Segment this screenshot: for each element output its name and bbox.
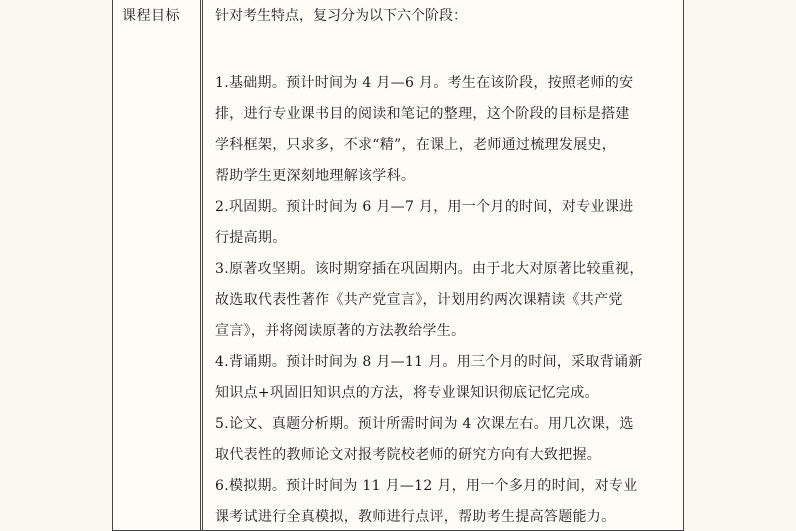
course-table	[112, 0, 684, 531]
stages-list	[215, 68, 677, 531]
stage-paragraph	[215, 68, 677, 192]
stage-line: 1.基础期。预计时间为 4 月—6 月。考生在该阶段，按照老师的安	[215, 75, 634, 91]
stage-line: 排，进行专业课书目的阅读和笔记的整理，这个阶段的目标是搭建	[215, 106, 630, 122]
stage-paragraph	[215, 192, 677, 254]
stage-paragraph	[215, 409, 677, 471]
stage-line: 故选取代表性著作《共产党宣言》，计划用约两次课精读《共产党	[215, 292, 623, 308]
stage-paragraph	[215, 471, 677, 531]
stage-line: 6.模拟期。预计时间为 11 月—12 月，用一个多月的时间，对专业	[215, 478, 638, 494]
stage-line: 2.巩固期。预计时间为 6 月—7 月，用一个月的时间，对专业课进	[215, 199, 634, 215]
label-cell	[113, 0, 203, 530]
stage-line: 知识点+巩固旧知识点的方法，将专业课知识彻底记忆完成。	[215, 385, 599, 401]
stage-line: 5.论文、真题分析期。预计所需时间为 4 次课左右。用几次课，选	[215, 416, 634, 432]
stage-line: 学科框架，只求多，不求“精”，在课上，老师通过梳理发展史，	[215, 137, 617, 153]
stage-line: 3.原著攻坚期。该时期穿插在巩固期内。由于北大对原著比较重视，	[215, 261, 644, 277]
stage-line: 宣言》，并将阅读原著的方法教给学生。	[215, 323, 466, 339]
stage-paragraph	[215, 347, 677, 409]
intro-text: 针对考生特点，复习分为以下六个阶段：	[215, 8, 467, 24]
label-cell-inner-border	[113, 0, 201, 530]
stage-line: 4.背诵期。预计时间为 8 月—11 月。用三个月的时间，采取背诵新	[215, 354, 643, 370]
stage-line: 行提高期。	[215, 230, 287, 246]
course-goal-label: 课程目标	[122, 8, 180, 24]
stage-line: 帮助学生更深刻地理解该学科。	[215, 168, 416, 184]
stage-line: 取代表性的教师论文对报考院校老师的研究方向有大致把握。	[215, 447, 602, 463]
stage-line: 课考试进行全真模拟，教师进行点评，帮助考生提高答题能力。	[215, 509, 616, 525]
content-cell	[215, 0, 677, 530]
stage-paragraph	[215, 254, 677, 347]
